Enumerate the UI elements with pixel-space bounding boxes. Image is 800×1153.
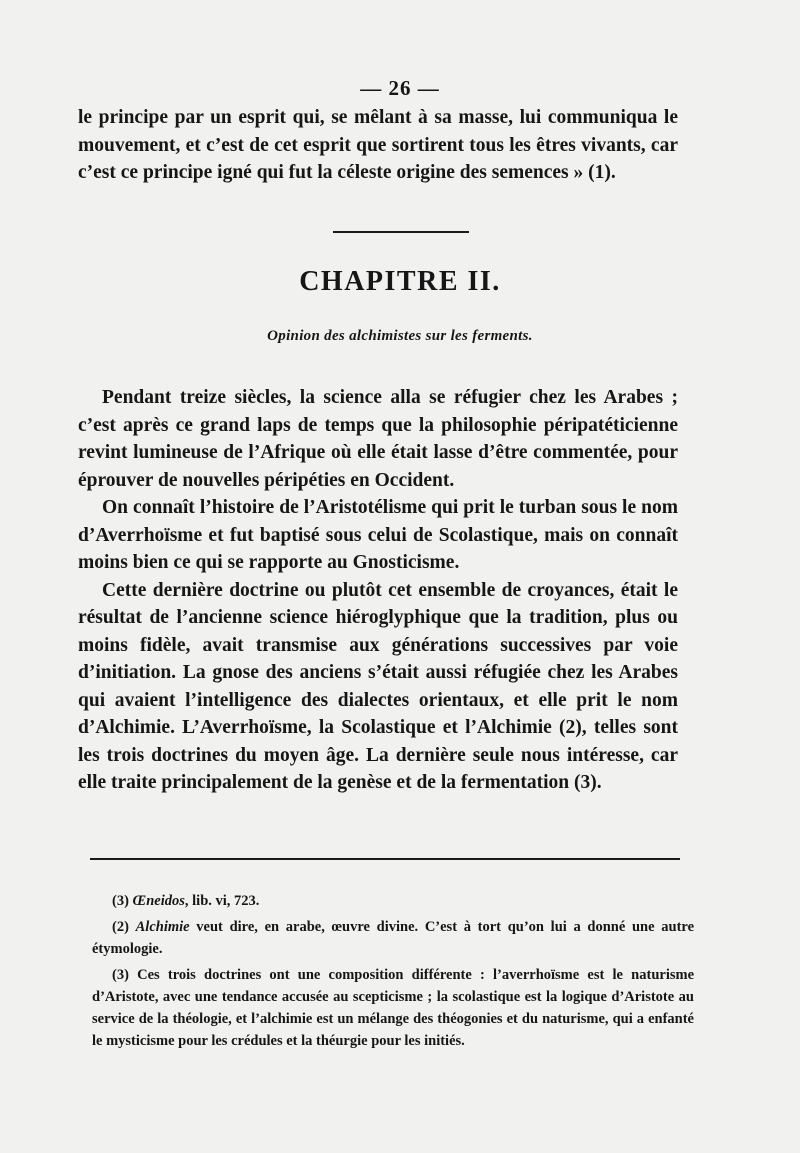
footnote-divider xyxy=(90,858,680,860)
chapter-body xyxy=(78,384,678,797)
footnote-term: Œneidos xyxy=(132,893,185,909)
footnote-mark: (2) xyxy=(112,919,129,935)
footnote-mark: (3) xyxy=(112,967,129,983)
paragraph-2: On connaît l’histoire de l’Aristotélisme qui prit le turban sous le nom d’Averrhoïsme et fut baptisé sous celui de Scolastique, mais on connaît moins bien ce qui se rapporte au Gnosticisme. xyxy=(78,497,678,573)
page-number: — 26 — xyxy=(360,76,440,100)
continuation-paragraph xyxy=(78,104,678,187)
section-divider-short xyxy=(333,231,469,233)
chapter-title: CHAPITRE II. xyxy=(299,266,501,297)
footnotes xyxy=(92,890,694,1056)
chapter-subtitle: Opinion des alchimistes sur les ferments. xyxy=(267,328,533,344)
footnote-text: veut dire, en arabe, œuvre divine. C’est à tort qu’on lui a donné une autre étymologie. xyxy=(92,919,695,957)
footnote-text: , lib. vi, 723. xyxy=(184,893,260,909)
footnote-mark: (3) xyxy=(112,893,129,909)
footnote-text: Ces trois doctrines ont une composition différente : l’averrhoïsme est le naturisme d’Aristote, avec une tendance accusée au scepticisme ; la scolastique est la logique d’Aristote au service de la théologie, et l’alchimie est un mélange des théogonies et du naturisme, qui a enfanté le mysticisme pour les crédules et la théurgie pour les initiés. xyxy=(92,967,695,1049)
paragraph-3: Cette dernière doctrine ou plutôt cet ensemble de croyances, était le résultat de l’ancienne science hiéroglyphique que la tradition, plus ou moins fidèle, avait transmise aux générations successives par voie d’initiation. La gnose des anciens s’était aussi réfugiée chez les Arabes qui avaient l’intelligence des dialectes orientaux, et elle prit le nom d’Alchimie. L’Averrhoïsme, la Scolastique et l’Alchimie (2), telles sont les trois doctrines du moyen âge. La dernière seule nous intéresse, car elle traite principalement de la genèse et de la fermentation (3). xyxy=(78,579,678,793)
footnote-3 xyxy=(92,964,694,1052)
footnote-term: Alchimie xyxy=(135,919,190,935)
paragraph-text: le principe par un esprit qui, se mêlant à sa masse, lui communiqua le mouvement, et c’est de cet esprit que sortirent tous les êtres vivants, car c’est ce principe igné qui fut la céleste origine des semences » (1). xyxy=(78,107,678,183)
footnote-1 xyxy=(92,890,694,912)
paragraph-1: Pendant treize siècles, la science alla se réfugier chez les Arabes ; c’est après ce grand laps de temps que la philosophie péripatéticienne revint lumineuse de l’Afrique où elle était lasse d’être commentée, pour éprouver de nouvelles péripéties en Occident. xyxy=(78,387,678,491)
footnote-2 xyxy=(92,916,694,960)
